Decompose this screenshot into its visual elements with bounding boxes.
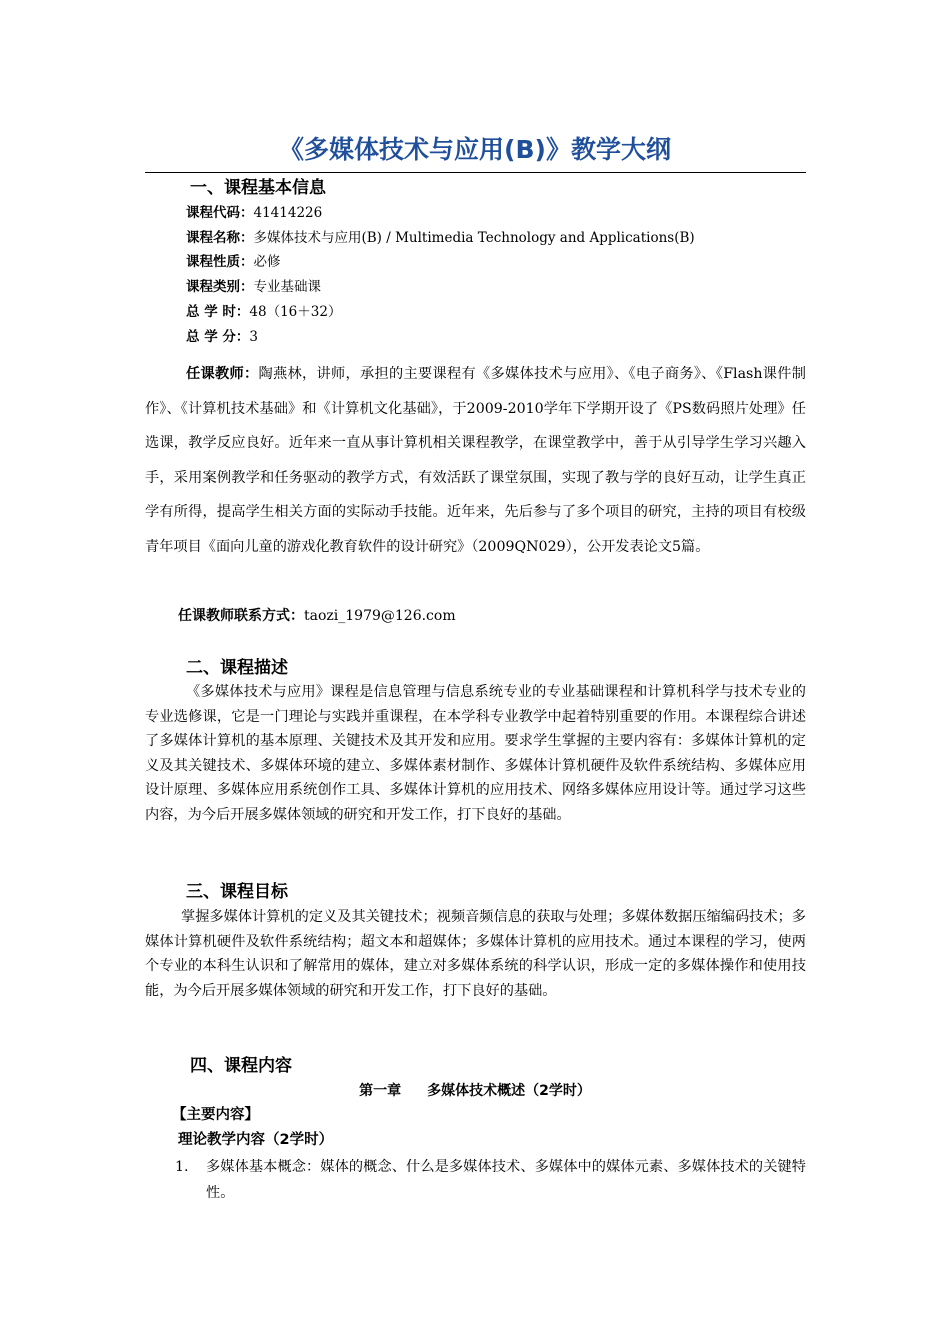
section-heading-basic-info: 一、课程基本信息 xyxy=(190,178,326,198)
field-total-credits xyxy=(186,325,258,349)
field-label: 总 学 时： xyxy=(186,304,250,320)
field-value: 41414226 xyxy=(253,205,323,221)
field-label: 课程名称： xyxy=(186,230,254,246)
field-value: 3 xyxy=(249,329,258,345)
section-heading-objectives: 三、课程目标 xyxy=(186,882,288,902)
field-course-nature xyxy=(186,250,281,274)
document-title: 《多媒体技术与应用(B)》教学大纲 xyxy=(279,135,671,164)
main-content-heading: 【主要内容】 xyxy=(172,1107,259,1123)
theory-heading: 理论教学内容（2学时） xyxy=(178,1132,334,1148)
field-value: 专业基础课 xyxy=(253,279,321,295)
chapter-label: 第一章 xyxy=(359,1083,402,1099)
field-value: 48（16＋32） xyxy=(249,304,342,320)
section-heading-content: 四、课程内容 xyxy=(190,1056,292,1076)
field-total-hours xyxy=(186,300,341,324)
field-value: 必修 xyxy=(253,254,281,270)
list-item-number: 1. xyxy=(175,1159,189,1175)
field-label: 课程性质： xyxy=(186,254,254,270)
list-item-text: 多媒体基本概念：媒体的概念、什么是多媒体技术、多媒体中的媒体元素、多媒体技术的关键特性。 xyxy=(206,1159,806,1201)
course-description: 《多媒体技术与应用》课程是信息管理与信息系统专业的专业基础课程和计算机科学与技术专业的专业选修课，它是一门理论与实践并重课程，在本学科专业教学中起着特别重要的作用。本课程综合讲述了多媒体计算机的基本原理、关键技术及其开发和应用。要求学生掌握的主要内容有：多媒体计算机的定义及其关键技术、多媒体环境的建立、多媒体素材制作、多媒体计算机硬件及软件系统结构、多媒体应用设计原理、多媒体应用系统创作工具、多媒体计算机的应用技术、网络多媒体应用设计等。通过学习这些内容，为今后开展多媒体领域的研究和开发工作，打下良好的基础。 xyxy=(145,684,806,823)
chapter-title: 多媒体技术概述（2学时） xyxy=(427,1083,591,1099)
field-label: 总 学 分： xyxy=(186,329,250,345)
title-underline xyxy=(145,172,806,173)
teacher-label: 任课教师： xyxy=(186,366,259,382)
course-objectives: 掌握多媒体计算机的定义及其关键技术；视频音频信息的获取与处理；多媒体数据压缩编码技术；多媒体计算机硬件及软件系统结构；超文本和超媒体；多媒体计算机的应用技术。通过本课程的学习，使两个专业的本科生认识和了解常用的媒体，建立对多媒体系统的科学认识，形成一定的多媒体操作和使用技能，为今后开展多媒体领域的研究和开发工作，打下良好的基础。 xyxy=(145,909,806,999)
teacher-text: 陶燕林，讲师，承担的主要课程有《多媒体技术与应用》、《电子商务》、《Flash课件制作》、《计算机技术基础》和《计算机文化基础》，于2009-2010学年下学期开设了《PS数码照片处理》任选课，教学反应良好。近年来一直从事计算机相关课程教学，在课堂教学中，善于从引导学生学习兴趣入手，采用案例教学和任务驱动的教学方式，有效活跃了课堂氛围，实现了教与学的良好互动，让学生真正学有所得，提高学生相关方面的实际动手技能。近年来，先后参与了多个项目的研究，主持的项目有校级青年项目《面向儿童的游戏化教育软件的设计研究》（2009QN029），公开发表论文5篇。 xyxy=(145,366,806,555)
field-value: 多媒体技术与应用(B) / Multimedia Technology and Applications(B) xyxy=(253,230,695,246)
teacher-bio xyxy=(145,357,806,564)
chapter-heading xyxy=(0,1080,950,1102)
field-course-name xyxy=(186,226,695,250)
contact-email: taozi_1979@126.com xyxy=(304,608,456,624)
field-course-code xyxy=(186,201,322,225)
teacher-contact xyxy=(178,604,456,628)
field-label: 课程代码： xyxy=(186,205,254,221)
list-item xyxy=(175,1154,806,1206)
contact-label: 任课教师联系方式： xyxy=(178,608,304,624)
field-label: 课程类别： xyxy=(186,279,254,295)
section-heading-description: 二、课程描述 xyxy=(186,658,288,678)
field-course-category xyxy=(186,275,321,299)
